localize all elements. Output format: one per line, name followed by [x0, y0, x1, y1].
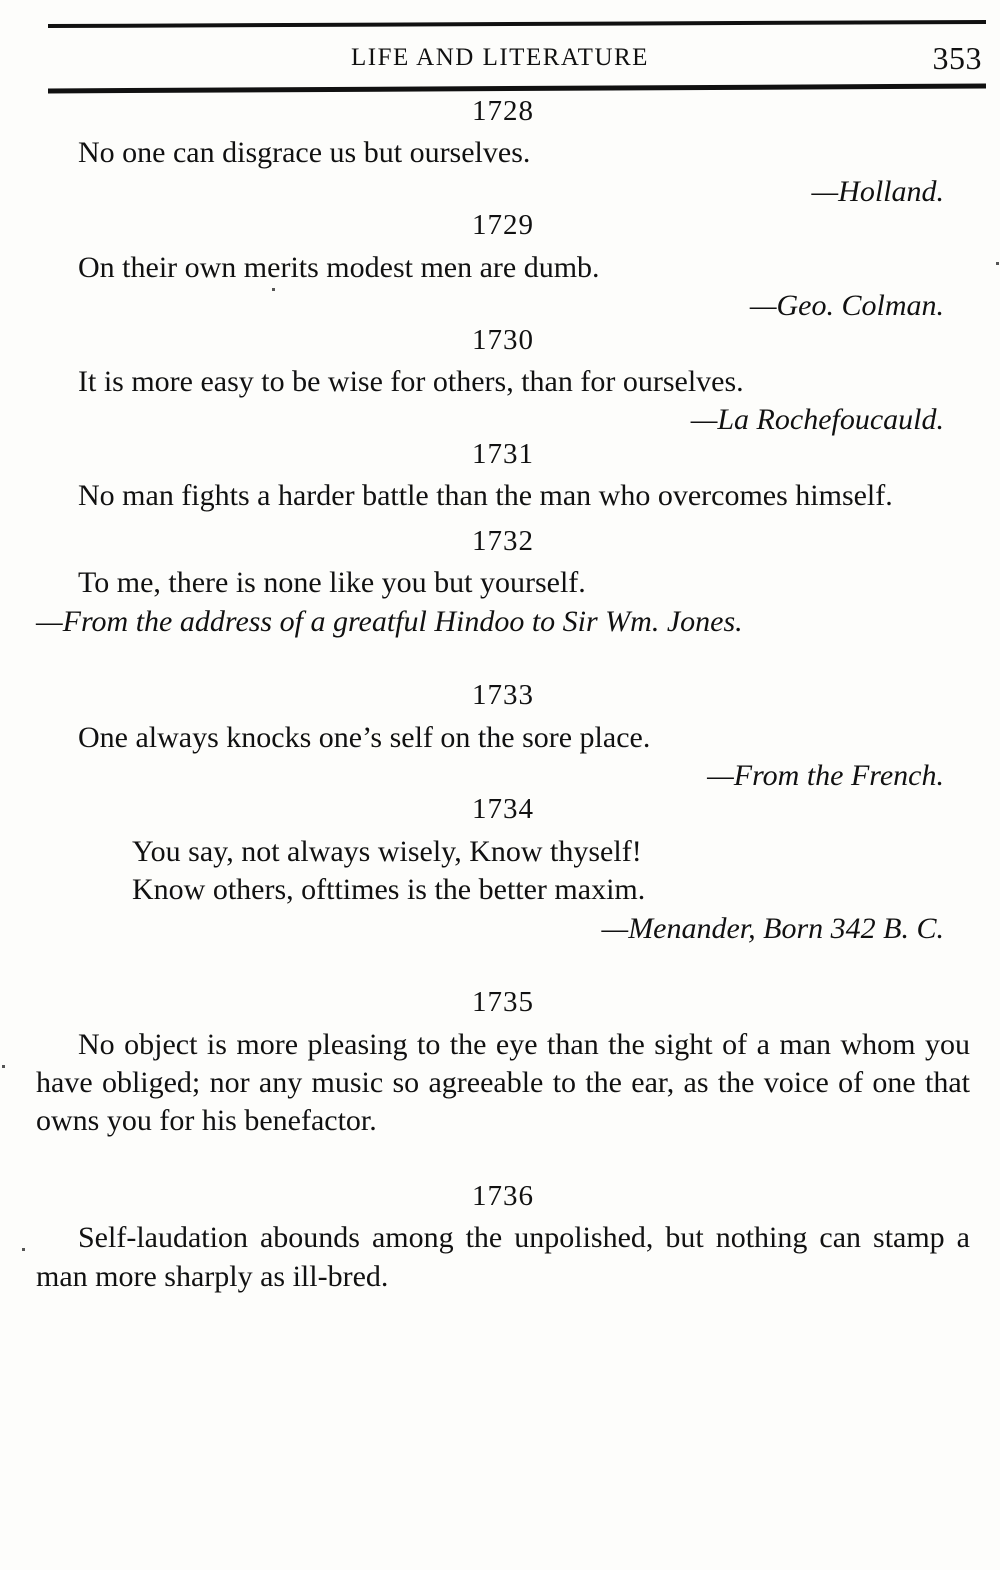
entry-1731 [36, 439, 970, 516]
scan-speck [2, 1065, 5, 1068]
scan-speck [272, 288, 275, 291]
entry-number: 1735 [472, 986, 534, 1019]
entry-number: 1736 [472, 1179, 534, 1212]
scan-speck [22, 1248, 25, 1251]
page-number: 353 [932, 40, 982, 76]
entry-1728 [36, 96, 970, 210]
entry-text: No object is more pleasing to the eye than the sight of a man whom you have obliged; nor any music so agreeable to the ear, as the voice of one that owns you for his benefactor. [36, 1027, 970, 1138]
entry-text: One always knocks one’s self on the sore place. [78, 720, 651, 754]
entry-1733 [36, 680, 970, 794]
page-title: LIFE AND LITERATURE [351, 44, 649, 71]
entry-1730 [36, 325, 970, 439]
entry-number: 1732 [472, 524, 534, 557]
entry-text-line-2: Know others, ofttimes is the better maxim. [132, 873, 646, 907]
entry-1736 [36, 1181, 970, 1296]
entry-number: 1733 [472, 679, 534, 712]
entry-text: To me, there is none like you but yourself. [78, 566, 586, 600]
entry-attribution: —La Rochefoucauld. [690, 403, 944, 437]
entry-1729 [36, 210, 970, 324]
entry-attribution: —Geo. Colman. [749, 289, 944, 323]
body-content [0, 96, 1000, 1296]
entry-text-line-1: You say, not always wisely, Know thyself! [132, 834, 642, 868]
header-rule-top [48, 20, 986, 28]
entry-number: 1730 [472, 323, 534, 356]
entry-text: No one can disgrace us but ourselves. [78, 136, 531, 170]
entry-text: No man fights a harder battle than the man who overcomes himself. [78, 479, 893, 513]
entry-attribution: —Holland. [811, 174, 944, 208]
entry-text: It is more easy to be wise for others, than for ourselves. [78, 365, 744, 399]
entry-text: On their own merits modest men are dumb. [78, 250, 600, 284]
entry-number: 1728 [472, 95, 534, 127]
entry-attribution: —From the address of a greatful Hindoo to Sir Wm. Jones. [36, 604, 743, 638]
entry-text: Self-laudation abounds among the unpolished, but nothing can stamp a man more sharply as ill-bred. [36, 1221, 970, 1293]
entry-1734 [36, 794, 970, 947]
entry-1732 [36, 526, 970, 640]
entry-number: 1731 [472, 437, 534, 470]
entry-attribution: —Menander, Born 342 B. C. [601, 911, 944, 945]
entry-number: 1729 [472, 209, 534, 242]
header-rule-bottom [48, 84, 986, 94]
running-head [0, 0, 1000, 96]
entry-number: 1734 [472, 793, 534, 826]
entry-1735 [36, 987, 970, 1141]
entry-attribution: —From the French. [707, 758, 944, 792]
scan-speck [996, 262, 999, 265]
